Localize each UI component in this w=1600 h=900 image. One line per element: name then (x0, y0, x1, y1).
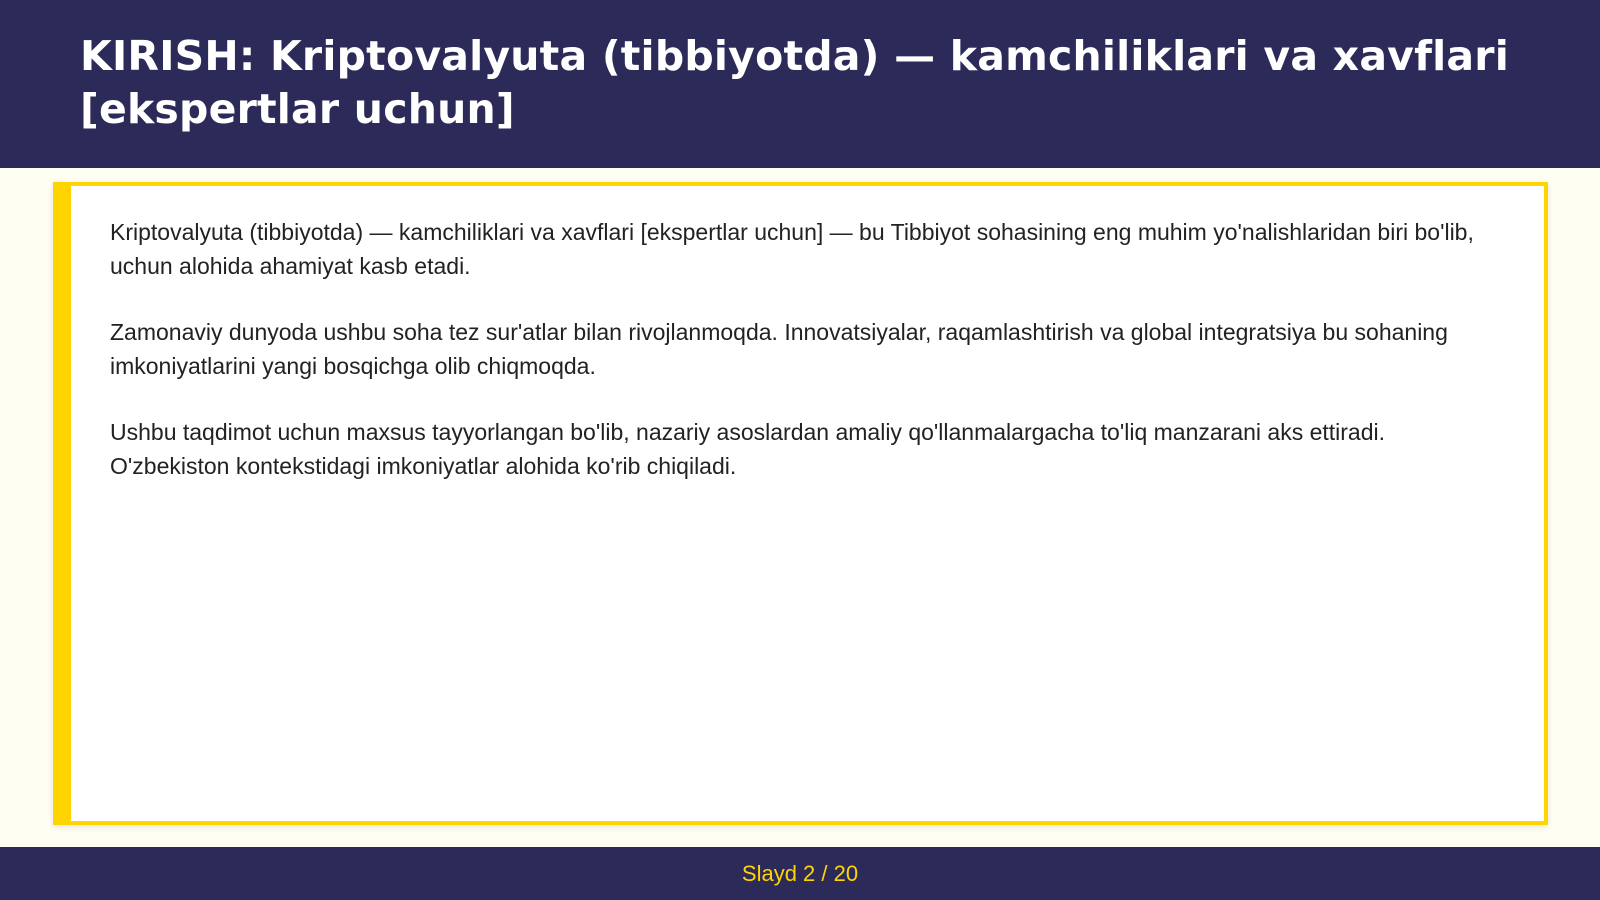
presentation-purpose-paragraph: Ushbu taqdimot uchun maxsus tayyorlangan bo'lib, nazariy asoslardan amaliy qo'llanmalargacha to'liq manzarani aks ettiradi. O'zbekiston kontekstidagi imkoniyatlar alohida ko'rib chiqiladi. (110, 419, 1386, 479)
content-card (53, 182, 1548, 825)
content-text (110, 216, 1500, 516)
intro-paragraph: Kriptovalyuta (tibbiyotda) — kamchiliklari va xavflari [ekspertlar uchun] — bu Tibbiyot sohasining eng muhim yo'nalishlaridan biri bo'lib, uchun alohida ahamiyat kasb etadi. (110, 219, 1474, 279)
slide-footer (0, 847, 1600, 900)
slide-title: KIRISH: Kriptovalyuta (tibbiyotda) — kamchiliklari va xavflari [ekspertlar uchun] (80, 32, 1509, 133)
slide-counter: Slayd 2 / 20 (741, 860, 859, 886)
slide-header (0, 0, 1600, 168)
modern-world-paragraph: Zamonaviy dunyoda ushbu soha tez sur'atlar bilan rivojlanmoqda. Innovatsiyalar, raqamlashtirish va global integratsiya bu sohaning imkoniyatlarini yangi bosqichga olib chiqmoqda. (110, 319, 1448, 379)
